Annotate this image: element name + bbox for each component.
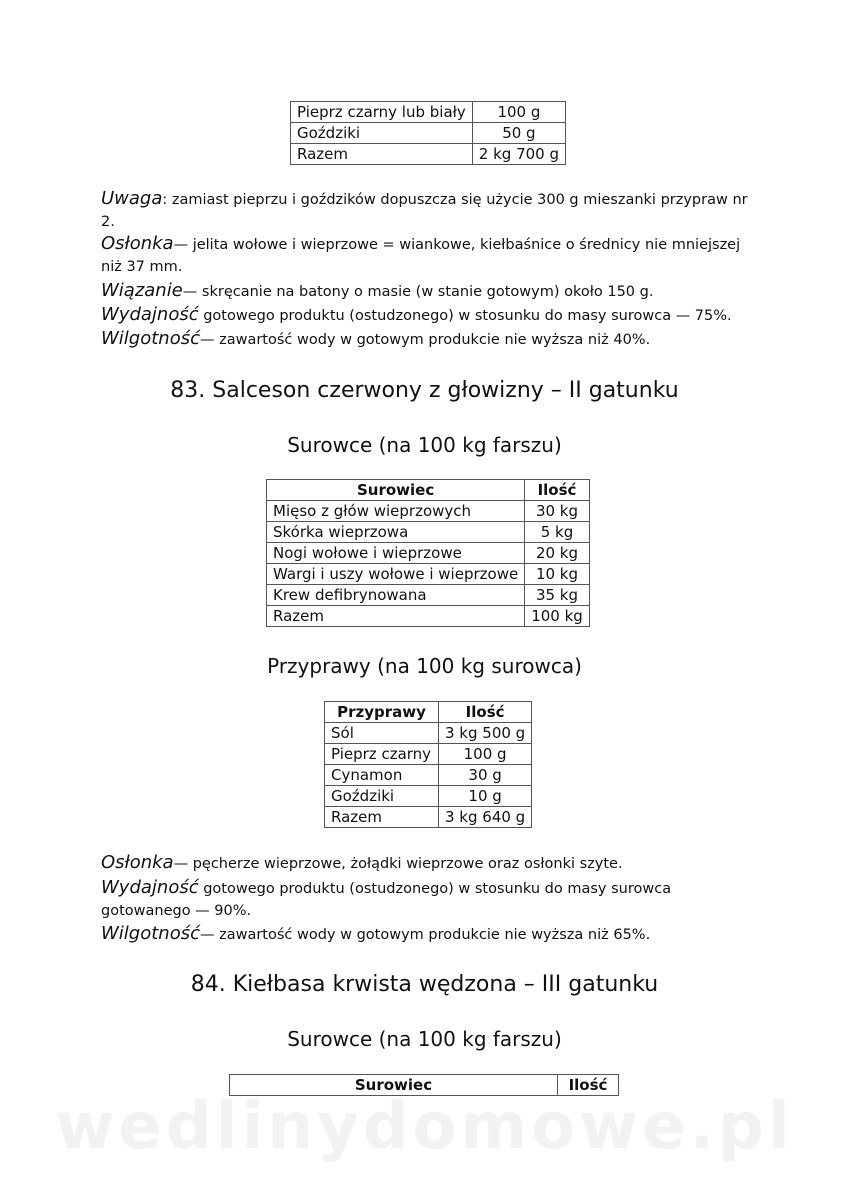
surowce-title-84: Surowce (na 100 kg farszu): [287, 1027, 562, 1051]
note-term: Wilgotność: [101, 923, 200, 944]
table-header-row: [267, 480, 590, 501]
table-row: [267, 606, 590, 627]
table-row: [325, 786, 532, 807]
table-cell: 10 kg: [525, 564, 590, 585]
przyprawy-title-83: Przyprawy (na 100 kg surowca): [267, 654, 582, 678]
table-row: [267, 501, 590, 522]
note-wydajnosc-83: [101, 877, 761, 922]
table-row: [291, 123, 566, 144]
table-cell: 30 kg: [525, 501, 590, 522]
table-row: [291, 102, 566, 123]
note-wydajnosc: [101, 304, 761, 327]
section-title-84: 84. Kiełbasa krwista wędzona – III gatunku: [190, 972, 659, 997]
note-term: Wydajność: [101, 304, 199, 325]
table-cell: 3 kg 640 g: [439, 807, 532, 828]
table-row: [267, 522, 590, 543]
note-text: : zamiast pieprzu i goździków dopuszcza się użycie 300 g mieszanki przypraw nr 2.: [101, 192, 748, 230]
table-cell: Cynamon: [325, 765, 439, 786]
spice-table-continued: [290, 101, 566, 165]
surowce-table-83: [266, 479, 590, 627]
note-term: Osłonka: [101, 233, 174, 254]
column-header: Surowiec: [230, 1075, 558, 1096]
table-cell: 100 g: [439, 744, 532, 765]
przyprawy-table-83: [324, 701, 532, 828]
table-cell: Mięso z głów wieprzowych: [267, 501, 525, 522]
note-text: gotowego produktu (ostudzonego) w stosunku do masy surowca gotowanego — 90%.: [101, 881, 672, 919]
table-cell: Goździki: [291, 123, 473, 144]
table-row: [267, 543, 590, 564]
table-cell: 100 g: [472, 102, 565, 123]
table-cell: 30 g: [439, 765, 532, 786]
table-cell: 5 kg: [525, 522, 590, 543]
column-header: Ilość: [558, 1075, 619, 1096]
table-cell: Razem: [267, 606, 525, 627]
note-text: — skręcanie na batony o masie (w stanie gotowym) około 150 g.: [182, 284, 654, 300]
note-text: — zawartość wody w gotowym produkcie nie wyższa niż 65%.: [200, 927, 651, 943]
table-cell: 20 kg: [525, 543, 590, 564]
table-header-row: [325, 702, 532, 723]
table-cell: 3 kg 500 g: [439, 723, 532, 744]
table-cell: Goździki: [325, 786, 439, 807]
table-cell: Skórka wieprzowa: [267, 522, 525, 543]
note-text: — zawartość wody w gotowym produkcie nie wyższa niż 40%.: [200, 332, 651, 348]
note-term: Wydajność: [101, 877, 199, 898]
note-term: Osłonka: [101, 852, 174, 873]
table-cell: 100 kg: [525, 606, 590, 627]
watermark: wedlinydomowe.pl: [55, 1090, 794, 1164]
table-cell: Nogi wołowe i wieprzowe: [267, 543, 525, 564]
column-header: Przyprawy: [325, 702, 439, 723]
table-cell: Razem: [291, 144, 473, 165]
note-term: Wilgotność: [101, 328, 200, 349]
table-cell: Sól: [325, 723, 439, 744]
table-cell: 10 g: [439, 786, 532, 807]
table-row: [267, 585, 590, 606]
table-cell: Razem: [325, 807, 439, 828]
note-term: Uwaga: [101, 188, 163, 209]
note-text: — jelita wołowe i wieprzowe = wiankowe, kiełbaśnice o średnicy nie mniejszej niż 37 mm.: [101, 237, 741, 275]
note-wiazanie: [101, 280, 761, 303]
surowce-title-83: Surowce (na 100 kg farszu): [287, 433, 562, 457]
table-cell: 35 kg: [525, 585, 590, 606]
table-cell: 50 g: [472, 123, 565, 144]
column-header: Ilość: [439, 702, 532, 723]
note-uwaga: [101, 188, 761, 233]
table-row: [267, 564, 590, 585]
note-wilgotnosc: [101, 328, 761, 351]
note-wilgotnosc-83: [101, 923, 761, 946]
note-oslonka-83: [101, 852, 761, 875]
note-text: gotowego produktu (ostudzonego) w stosunku do masy surowca — 75%.: [198, 308, 732, 324]
table-cell: Wargi i uszy wołowe i wieprzowe: [267, 564, 525, 585]
table-cell: Pieprz czarny: [325, 744, 439, 765]
table-row: [291, 144, 566, 165]
table-row: [325, 723, 532, 744]
note-oslonka: [101, 233, 761, 278]
column-header: Surowiec: [267, 480, 525, 501]
table-cell: Pieprz czarny lub biały: [291, 102, 473, 123]
section-title-83: 83. Salceson czerwony z głowizny – II gatunku: [170, 378, 679, 403]
note-text: — pęcherze wieprzowe, żołądki wieprzowe oraz osłonki szyte.: [173, 856, 623, 872]
table-cell: Krew defibrynowana: [267, 585, 525, 606]
table-row: [325, 807, 532, 828]
table-row: [325, 744, 532, 765]
column-header: Ilość: [525, 480, 590, 501]
table-row: [325, 765, 532, 786]
table-cell: 2 kg 700 g: [472, 144, 565, 165]
note-term: Wiązanie: [101, 280, 183, 301]
